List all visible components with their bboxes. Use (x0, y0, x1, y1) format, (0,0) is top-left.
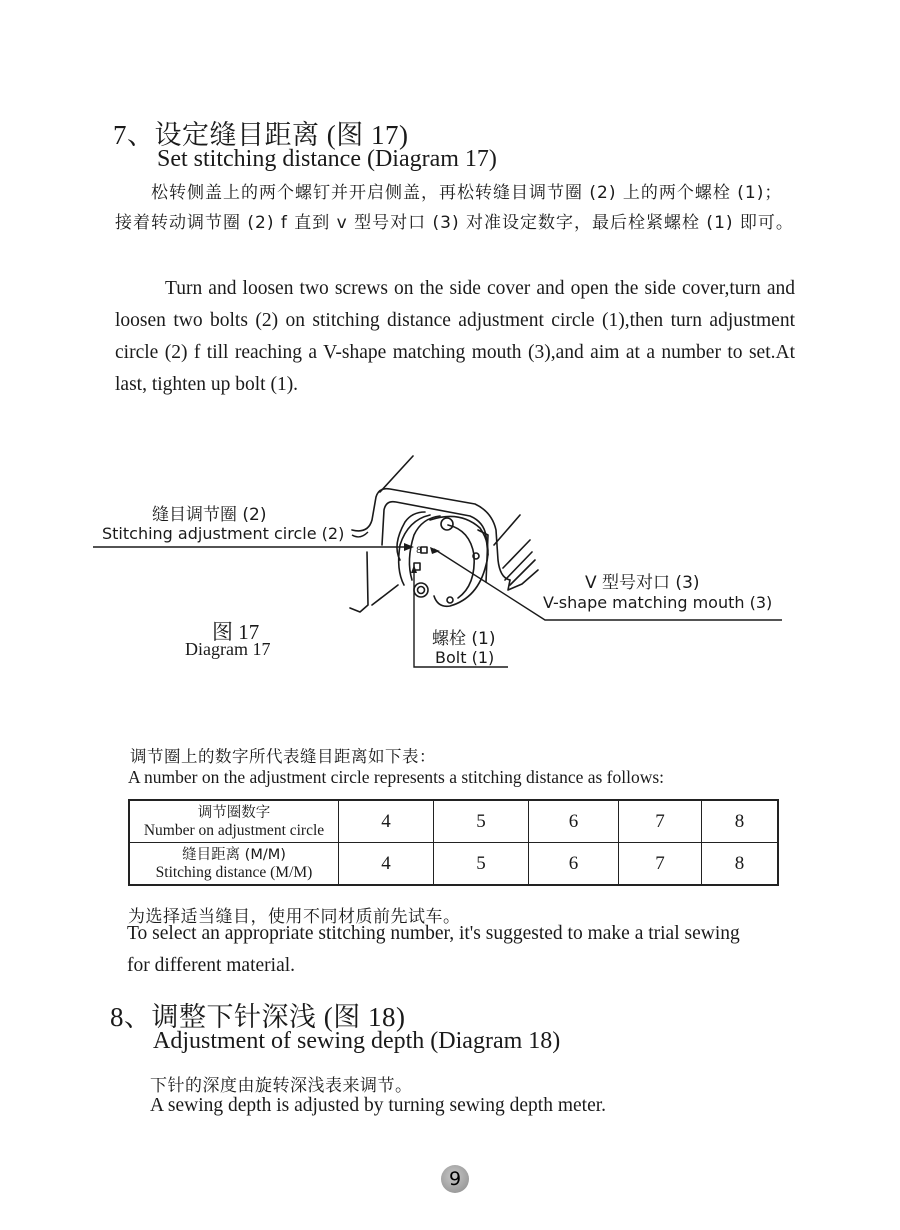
row-header-zh: 调节圈数字 (197, 804, 271, 821)
table-cell: 5 (434, 843, 529, 886)
diagram-caption-zh: 图 17 (212, 620, 260, 644)
table-cell: 7 (619, 843, 702, 886)
table-cell: 8 (702, 843, 779, 886)
table-cell: 7 (619, 800, 702, 843)
table-cell: 4 (339, 843, 434, 886)
row-header (129, 843, 339, 886)
table-cell: 8 (702, 800, 779, 843)
label-bolt-zh: 螺栓 (1) (432, 629, 496, 649)
section-8-subtitle: Adjustment of sewing depth (Diagram 18) (153, 1028, 561, 1054)
dial-mark: 8 (416, 546, 422, 556)
table-intro-zh: 调节圈上的数字所代表缝目距离如下表： (130, 747, 436, 766)
label-v-mouth-en: V-shape matching mouth (3) (543, 593, 773, 612)
section-7-title: 7、设定缝目距离 (图 17) (113, 120, 409, 150)
section-7-subtitle: Set stitching distance (Diagram 17) (157, 146, 497, 172)
table-cell: 6 (529, 800, 619, 843)
note-en-line-2: for different material. (127, 955, 296, 976)
diagram-caption-en: Diagram 17 (185, 639, 271, 659)
label-adjust-circle-en: Stitching adjustment circle (2) (102, 524, 345, 543)
label-adjust-circle-zh: 缝目调节圈 (2) (152, 505, 267, 525)
table-intro-en: A number on the adjustment circle represents a stitching distance as follows: (128, 767, 665, 787)
section-7-paragraph-zh: 松转侧盖上的两个螺钉并开启侧盖，再松转缝目调节圈 (2) 上的两个螺栓 (1)；接着转动调节圈 (2) f 直到 v 型号对口 (3) 对准设定数字，最后栓紧螺栓 (1) 即可。 (115, 183, 794, 233)
table-cell: 4 (339, 800, 434, 843)
section-8-paragraph-zh: 下针的深度由旋转深浅表来调节。 (150, 1076, 413, 1096)
row-header-en: Number on adjustment circle (143, 821, 325, 839)
note-zh: 为选择适当缝目，使用不同材质前先试车。 (128, 907, 461, 927)
table-row-dial-number (129, 800, 778, 843)
label-bolt-en: Bolt (1) (435, 648, 495, 667)
table-cell: 6 (529, 843, 619, 886)
section-8-title: 8、调整下针深浅 (图 18) (110, 1002, 406, 1032)
page-number-badge: 9 (441, 1165, 469, 1193)
row-header (129, 800, 339, 843)
row-header-zh: 缝目距离 (M/M) (182, 846, 286, 863)
section-7-paragraph-en: Turn and loosen two screws on the side cover and open the side cover,turn and loosen two bolts (2) on stitching distance adjustment circle (1),then turn adjustment circle (2) f till reaching a V-shape matching mouth (3),and aim at a number to set.At last, tighten up bolt (1). (115, 278, 795, 395)
stitching-distance-table (128, 799, 779, 886)
note-en-line-1: To select an appropriate stitching number, it's suggested to make a trial sewing (127, 923, 740, 944)
section-8-paragraph-en: A sewing depth is adjusted by turning sewing depth meter. (150, 1095, 607, 1116)
table-row-stitch-distance (129, 843, 778, 886)
label-v-mouth-zh: V 型号对口 (3) (585, 573, 700, 593)
row-header-en: Stitching distance (M/M) (155, 863, 313, 881)
table-cell: 5 (434, 800, 529, 843)
